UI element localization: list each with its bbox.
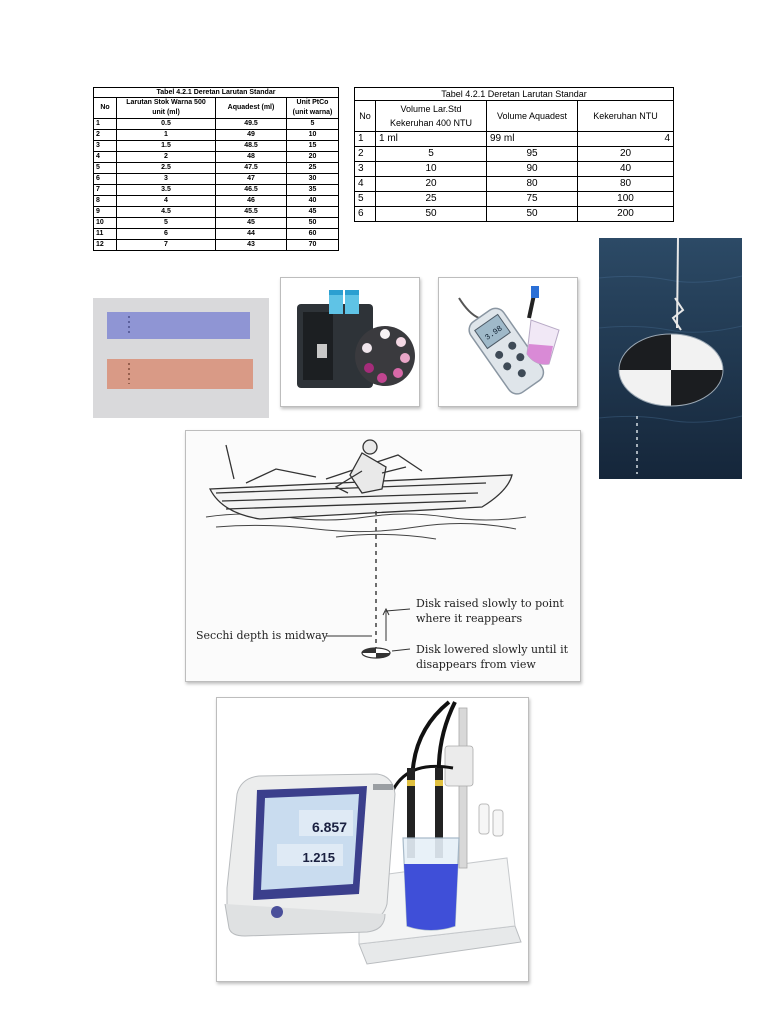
cell: 5 (376, 147, 487, 162)
cell: 49.5 (216, 119, 287, 130)
cell: 7 (117, 240, 216, 251)
cell: 10 (287, 130, 339, 141)
table-row (94, 141, 339, 152)
cell: 3.5 (117, 185, 216, 196)
cell: 49 (216, 130, 287, 141)
cell: 45.5 (216, 207, 287, 218)
cell: 9 (94, 207, 117, 218)
cell: 8 (94, 196, 117, 207)
cell: 3 (355, 162, 376, 177)
turbidity-standard-table (354, 87, 674, 222)
color-comparator-photo (280, 277, 420, 407)
cell: 0.5 (117, 119, 216, 130)
cell: 2.5 (117, 163, 216, 174)
cell: 35 (287, 185, 339, 196)
cell: 20 (578, 147, 674, 162)
table1-header-ptco: Unit PtCo (unit warna) (287, 98, 339, 119)
table-row (355, 162, 674, 177)
power-button-icon (271, 906, 283, 918)
table-row (94, 218, 339, 229)
cell: 95 (487, 147, 578, 162)
cell: 5 (94, 163, 117, 174)
table-row (94, 207, 339, 218)
cell: 2 (355, 147, 376, 162)
table-row (94, 130, 339, 141)
cell: 1 ml (376, 132, 487, 147)
table-row (94, 240, 339, 251)
cell: 4 (355, 177, 376, 192)
label-disk-raised-2: where it reappears (416, 612, 523, 625)
paper-strips-photo (93, 298, 269, 418)
cell: 44 (216, 229, 287, 240)
cell: 70 (287, 240, 339, 251)
cell: 40 (578, 162, 674, 177)
cell: 45 (287, 207, 339, 218)
table1-header-no: No (94, 98, 117, 119)
cell: 100 (578, 192, 674, 207)
table-row (94, 119, 339, 130)
cell: 6 (355, 207, 376, 222)
label-secchi-midway: Secchi depth is midway (196, 629, 328, 642)
cell: 80 (487, 177, 578, 192)
cell: 30 (287, 174, 339, 185)
cell: 48.5 (216, 141, 287, 152)
secchi-depth-diagram (185, 430, 581, 682)
meter-small-display: 3.98 (483, 324, 505, 343)
table2-header-ntu: Kekeruhan NTU (578, 101, 674, 132)
cell: 47 (216, 174, 287, 185)
cell: 6 (94, 174, 117, 185)
table-row (355, 177, 674, 192)
bench-reading-2: 1.215 (302, 850, 335, 865)
cell: 2 (94, 130, 117, 141)
cell: 10 (94, 218, 117, 229)
table1-caption: Tabel 4.2.1 Deretan Larutan Standar (93, 87, 339, 97)
table1-header-stock: Larutan Stok Warna 500 unit (ml) (117, 98, 216, 119)
table-row (94, 163, 339, 174)
color-standard-table (93, 87, 339, 251)
table2-header-volume-aquadest: Volume Aquadest (487, 101, 578, 132)
cell: 12 (94, 240, 117, 251)
cell: 3 (117, 174, 216, 185)
cell: 50 (487, 207, 578, 222)
cell: 4 (117, 196, 216, 207)
cell: 50 (287, 218, 339, 229)
table-row (355, 192, 674, 207)
cell: 4 (94, 152, 117, 163)
table-row (355, 132, 674, 147)
cell: 50 (376, 207, 487, 222)
cell: 1 (355, 132, 376, 147)
table-row (94, 229, 339, 240)
cell: 5 (355, 192, 376, 207)
secchi-disk-photo (599, 238, 742, 479)
cell: 46 (216, 196, 287, 207)
label-disk-lowered: Disk lowered slowly until it (416, 643, 569, 656)
table1-header-aquadest: Aquadest (ml) (216, 98, 287, 119)
cell: 2 (117, 152, 216, 163)
cell: 47.5 (216, 163, 287, 174)
secchi-disk-icon (362, 648, 390, 658)
cell: 1.5 (117, 141, 216, 152)
cell: 4 (578, 132, 674, 147)
cell: 20 (287, 152, 339, 163)
cell: 1 (117, 130, 216, 141)
table2-caption: Tabel 4.2.1 Deretan Larutan Standar (354, 87, 674, 100)
label-disk-raised: Disk raised slowly to point (416, 597, 564, 610)
cell: 80 (578, 177, 674, 192)
table-row (355, 147, 674, 162)
cell: 90 (487, 162, 578, 177)
table-row (94, 152, 339, 163)
table2-header-no: No (355, 101, 376, 132)
cell: 46.5 (216, 185, 287, 196)
benchtop-meter-photo (216, 697, 529, 982)
cell: 25 (376, 192, 487, 207)
cell: 200 (578, 207, 674, 222)
cell: 99 ml (487, 132, 578, 147)
bench-reading-1: 6.857 (311, 819, 347, 835)
cell: 4.5 (117, 207, 216, 218)
handheld-meter-photo (438, 277, 578, 407)
cell: 5 (287, 119, 339, 130)
cell: 11 (94, 229, 117, 240)
cell: 7 (94, 185, 117, 196)
cell: 3 (94, 141, 117, 152)
cell: 10 (376, 162, 487, 177)
cell: 1 (94, 119, 117, 130)
table-row (94, 196, 339, 207)
table-row (94, 185, 339, 196)
label-disk-lowered-2: disappears from view (416, 658, 536, 671)
cell: 25 (287, 163, 339, 174)
cell: 40 (287, 196, 339, 207)
cell: 45 (216, 218, 287, 229)
cell: 75 (487, 192, 578, 207)
cell: 48 (216, 152, 287, 163)
cell: 60 (287, 229, 339, 240)
cell: 5 (117, 218, 216, 229)
cell: 20 (376, 177, 487, 192)
table-row (94, 174, 339, 185)
cell: 43 (216, 240, 287, 251)
cell: 15 (287, 141, 339, 152)
table2-header-volume-std: Volume Lar.Std Kekeruhan 400 NTU (376, 101, 487, 132)
table-row (355, 207, 674, 222)
cell: 6 (117, 229, 216, 240)
